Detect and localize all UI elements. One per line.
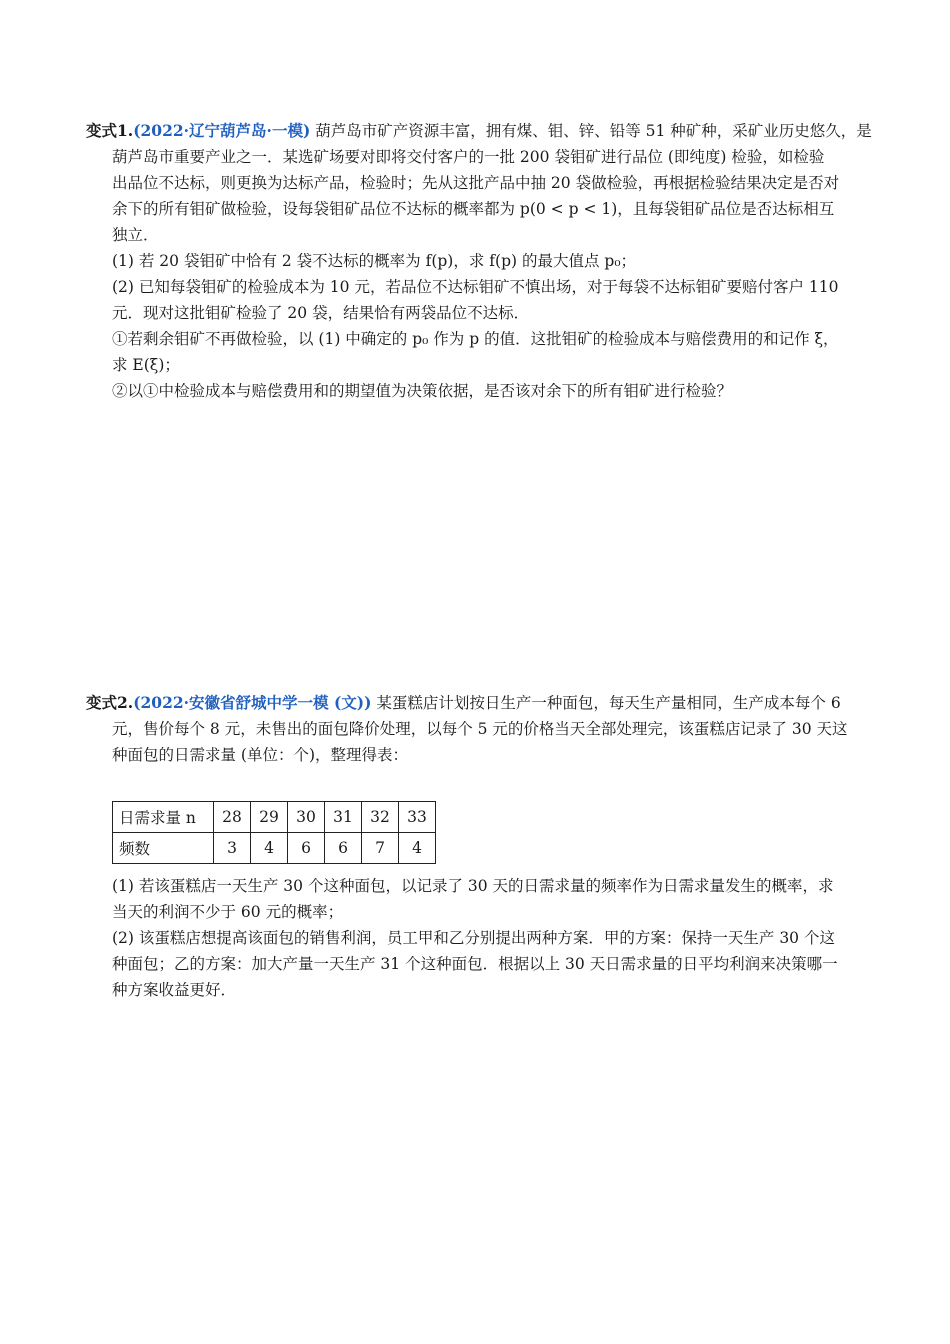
problem-1-line: 葫芦岛市重要产业之一．某选矿场要对即将交付客户的一批 200 袋钼矿进行品位 (即纯度) 检验，如检验 (112, 148, 825, 166)
table-cell: 3 (214, 833, 251, 864)
problem-2-questions (86, 873, 866, 1003)
problem-1-label: 变式1. (86, 121, 134, 140)
problem-2-line: 种面包的日需求量 (单位：个)，整理得表： (112, 746, 409, 764)
problem-1-question-1: (1) 若 20 袋钼矿中恰有 2 袋不达标的概率为 f(p)，求 f(p) 的最大值点 p₀； (112, 252, 637, 270)
problem-1-line: 元．现对这批钼矿检验了 20 袋，结果恰有两袋品位不达标． (112, 304, 530, 322)
problem-2-line: 种面包；乙的方案：加大产量一天生产 31 个这种面包．根据以上 30 天日需求量的日平均利润来决策哪一 (112, 955, 838, 973)
table-cell: 33 (399, 802, 436, 833)
table-cell: 28 (214, 802, 251, 833)
table-cell: 31 (325, 802, 362, 833)
problem-2-label: 变式2. (86, 693, 134, 712)
problem-2-line: 当天的利润不少于 60 元的概率； (112, 903, 344, 921)
table-row-header: 频数 (113, 833, 214, 864)
problem-2-question-2: (2) 该蛋糕店想提高该面包的销售利润，员工甲和乙分别提出两种方案．甲的方案：保持一天生产 30 个这 (112, 929, 835, 947)
table-cell: 6 (325, 833, 362, 864)
table-cell: 4 (251, 833, 288, 864)
problem-2-first-text: 某蛋糕店计划按日生产一种面包，每天生产量相同，生产成本每个 6 (371, 694, 841, 712)
table-row-demand (113, 802, 436, 833)
problem-2-source: (2022·安徽省舒城中学一模 (文)) (133, 693, 372, 712)
problem-1-line: 出品位不达标，则更换为达标产品，检验时；先从这批产品中抽 20 袋做检验，再根据检验结果决定是否对 (112, 174, 840, 192)
problem-1-subquestion-2: ②以①中检验成本与赔偿费用和的期望值为决策依据，是否该对余下的所有钼矿进行检验？ (112, 382, 733, 400)
table-cell: 6 (288, 833, 325, 864)
problem-1-line: 独立． (112, 226, 159, 244)
problem-2-first-line (86, 690, 866, 716)
problem-1-subquestion-1: ①若剩余钼矿不再做检验，以 (1) 中确定的 p₀ 作为 p 的值．这批钼矿的检验成本与赔偿费用的和记作 ξ， (112, 330, 839, 348)
table-row-header: 日需求量 n (113, 802, 214, 833)
table-cell: 7 (362, 833, 399, 864)
problem-1-line: 求 E(ξ)； (112, 356, 180, 374)
problem-1-question-2: (2) 已知每袋钼矿的检验成本为 10 元，若品位不达标钼矿不慎出场，对于每袋不达标钼矿要赔付客户 110 (112, 278, 839, 296)
problem-1-line: 余下的所有钼矿做检验，设每袋钼矿品位不达标的概率都为 p(0 < p < 1)，且每袋钼矿品位是否达标相互 (112, 200, 835, 218)
problem-2-question-1: (1) 若该蛋糕店一天生产 30 个这种面包，以记录了 30 天的日需求量的频率作为日需求量发生的概率，求 (112, 877, 834, 895)
table-row-frequency (113, 833, 436, 864)
problem-1-first-text: 葫芦岛市矿产资源丰富，拥有煤、钼、锌、铅等 51 种矿种，采矿业历史悠久，是 (310, 122, 872, 140)
problem-1-first-line (86, 118, 872, 144)
problem-1-source: (2022·辽宁葫芦岛·一模) (133, 121, 311, 140)
problem-2 (86, 690, 866, 768)
problem-2-line: 元，售价每个 8 元，未售出的面包降价处理，以每个 5 元的价格当天全部处理完，该蛋糕店记录了 30 天这 (112, 720, 848, 738)
demand-frequency-table (112, 801, 436, 864)
table-cell: 4 (399, 833, 436, 864)
problem-2-line: 种方案收益更好． (112, 981, 237, 999)
table-cell: 32 (362, 802, 399, 833)
table-cell: 29 (251, 802, 288, 833)
table-cell: 30 (288, 802, 325, 833)
problem-1 (86, 118, 872, 404)
